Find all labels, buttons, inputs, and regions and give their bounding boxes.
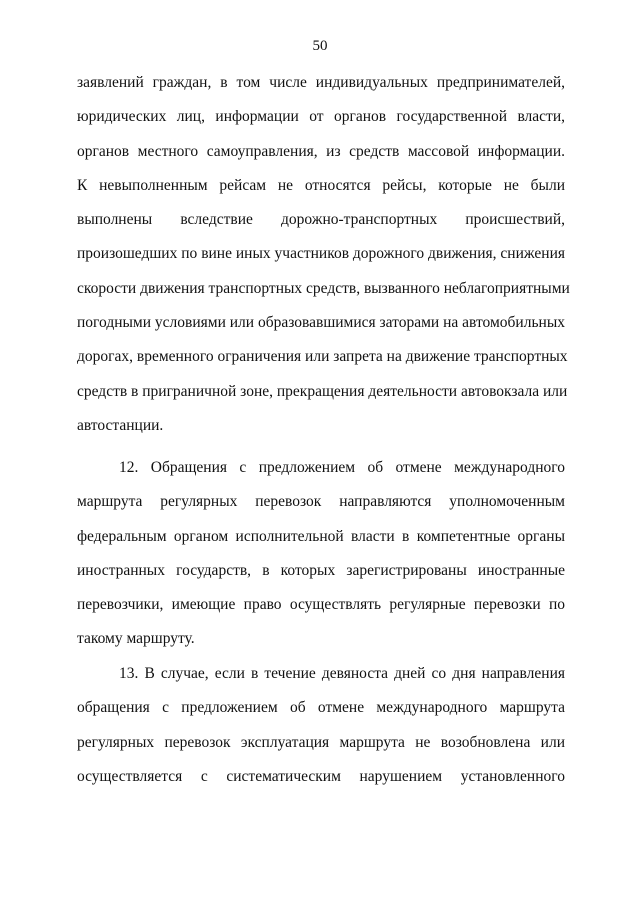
text-line: заявлений граждан, в том числе индивидуальных предпринимателей, xyxy=(77,74,565,91)
text-line: 13. В случае, если в течение девяноста дней со дня направления xyxy=(119,665,565,682)
text-line: регулярных перевозок эксплуатация маршрута не возобновлена или xyxy=(77,733,565,751)
paragraph-3 xyxy=(77,657,565,794)
text-line: автостанции. xyxy=(77,416,164,434)
text-line: выполнены вследствие дорожно-транспортных происшествий, xyxy=(77,211,565,229)
page-number: 50 xyxy=(312,38,328,54)
text-line: юридических лиц, информации от органов государственной власти, xyxy=(77,108,565,126)
text-line: средств в приграничной зоне, прекращения деятельности автовокзала или xyxy=(77,382,568,400)
text-line: произошедших по вине иных участников дорожного движения, снижения xyxy=(77,245,565,263)
text-line: перевозчики, имеющие право осуществлять регулярные перевозки по xyxy=(77,596,565,614)
text-line: скорости движения транспортных средств, вызванного неблагоприятными xyxy=(77,279,570,297)
text-line: обращения с предложением об отмене международного маршрута xyxy=(77,699,565,717)
text-line: федеральным органом исполнительной власти в компетентные органы xyxy=(77,527,565,545)
text-line: осуществляется с систематическим нарушением установленного xyxy=(77,767,565,785)
paragraph-2 xyxy=(77,451,565,657)
text-line: дорогах, временного ограничения или запрета на движение транспортных xyxy=(77,348,568,366)
text-line: такому маршруту. xyxy=(77,630,195,648)
paragraph-1 xyxy=(77,66,570,443)
text-line: погодными условиями или образовавшимися заторами на автомобильных xyxy=(77,314,565,332)
text-line: 12. Обращения с предложением об отмене международного xyxy=(119,459,565,476)
text-line: органов местного самоуправления, из средств массовой информации. xyxy=(77,142,565,160)
text-line: К невыполненным рейсам не относятся рейсы, которые не были xyxy=(77,176,565,194)
text-line: иностранных государств, в которых зарегистрированы иностранные xyxy=(77,561,565,579)
text-line: маршрута регулярных перевозок направляются уполномоченным xyxy=(77,493,565,511)
